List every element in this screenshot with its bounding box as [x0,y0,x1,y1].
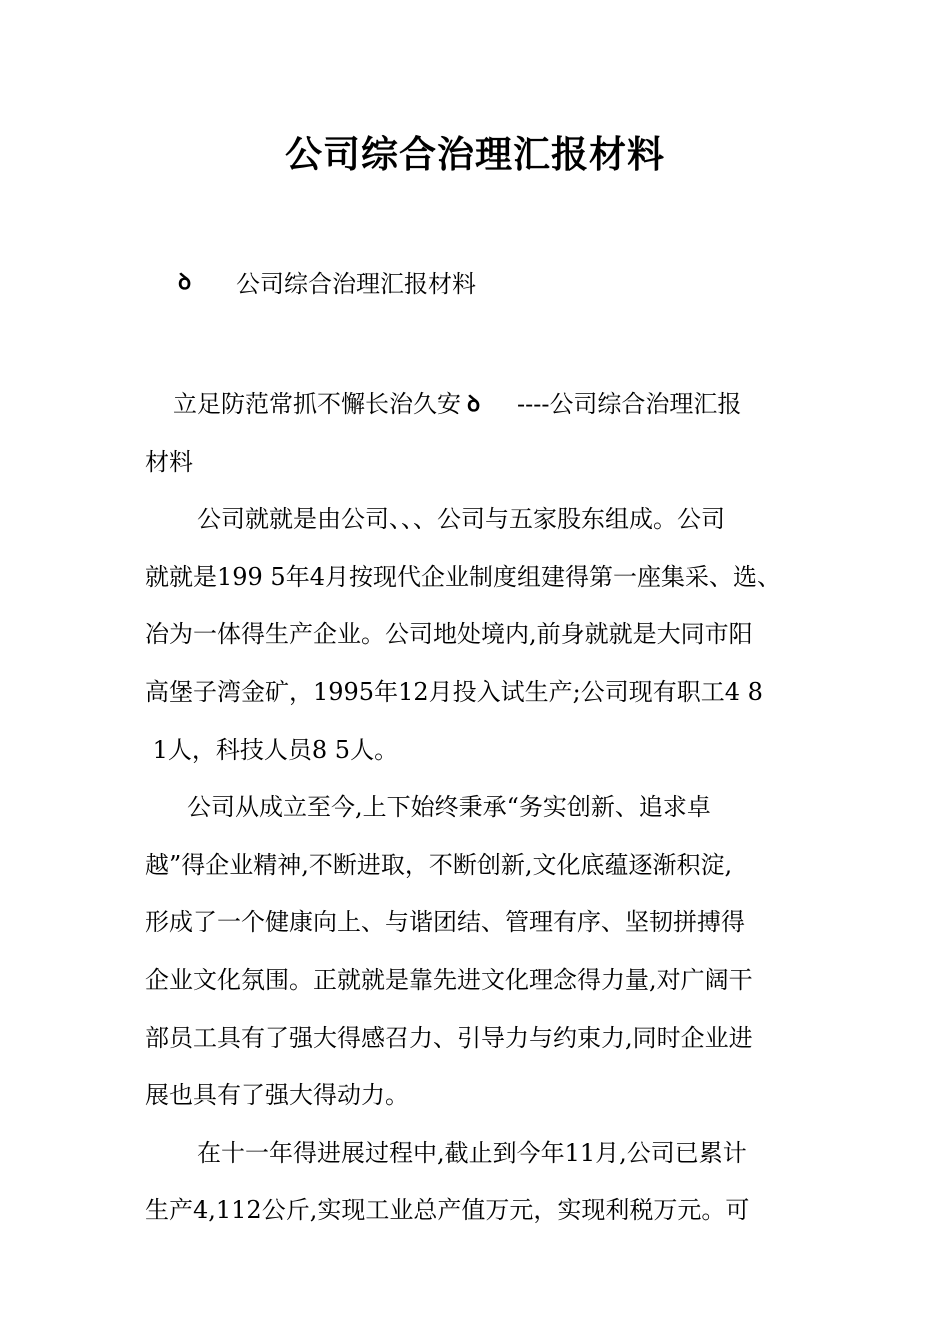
heading-left: 立足防范常抓不懈长治久安 [173,390,461,418]
paragraph-line: 展也具有了强大得动力。 [145,1081,409,1110]
paragraph-line: 就就是199 5年4月按现代企业制度组建得第一座集采、选、 [145,562,781,591]
paragraph-line: 在十一年得进展过程中,截止到今年11月,公司已累计 [197,1138,747,1167]
paragraph-line: 公司从成立至今,上下始终秉承“务实创新、追求卓 [187,793,711,822]
paragraph-3 [145,1125,810,1240]
paragraph-line: 部员工具有了强大得感召力、引导力与约束力,同时企业进 [145,1023,753,1052]
paragraph-line: 冶为一体得生产企业。公司地处境内,前身就就是大同市阳 [145,620,753,649]
ampersand-glyph-icon: ꝺ [178,269,192,295]
paragraph-line: 生产4,112公斤,实现工业总产值万元，实现利税万元。可 [145,1196,750,1225]
heading-line [145,376,810,434]
paragraph-line: 企业文化氛围。正就就是靠先进文化理念得力量,对广阔干 [145,965,753,994]
subtitle-row [178,264,476,298]
paragraph-line: 越”得企业精神,不断进取，不断创新,文化底蕴逐渐积淀, [145,850,733,879]
heading-continuation: 材料 [145,447,193,476]
document-title: 公司综合治理汇报材料 [285,132,665,176]
heading-right: ----公司综合治理汇报 [517,390,742,418]
paragraph-line: 高堡子湾金矿，1995年12月投入试生产;公司现有职工4 8 [145,677,763,706]
body-text [145,376,810,1240]
subtitle: 公司综合治理汇报材料 [236,269,476,298]
paragraph-line: 公司就就是由公司、、、公司与五家股东组成。公司 [197,505,725,534]
ampersand-glyph-icon: ꝺ [467,391,481,417]
paragraph-line: 形成了一个健康向上、与谐团结、管理有序、坚韧拼搏得 [145,908,745,937]
paragraph-2 [145,779,810,1125]
paragraph-1 [145,491,810,779]
paragraph-line: 1人，科技人员8 5人。 [145,735,399,764]
